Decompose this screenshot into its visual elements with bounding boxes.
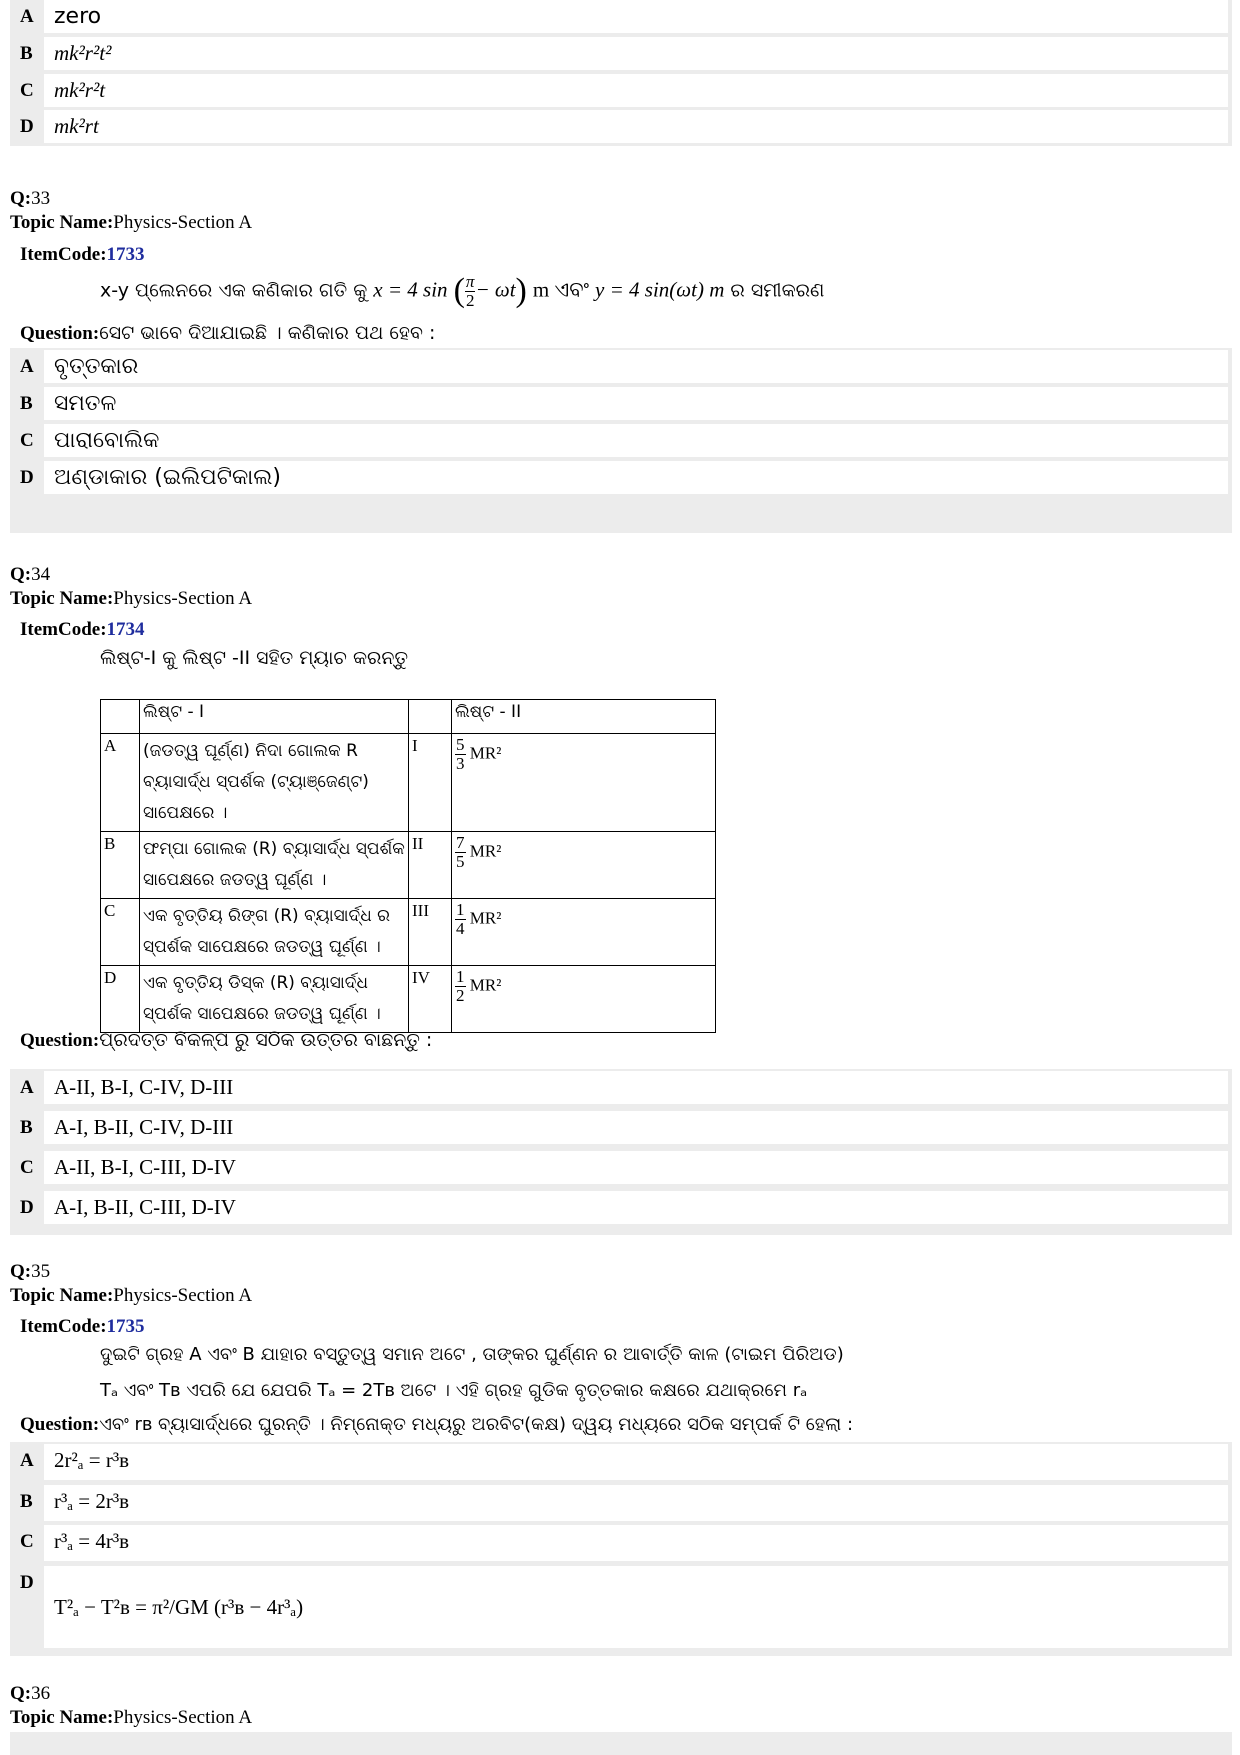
- option-row[interactable]: [10, 1109, 1232, 1146]
- table-cell: ଫମ୍ପା ଗୋଲକ (R) ବ୍ୟାସାର୍ଦ୍ଧ ସ୍ପର୍ଶକ ସାପେକ୍ଷରେ ଜଡତ୍ୱ ଘୂର୍ଣ୍ଣ ।: [140, 832, 409, 899]
- question-stem-line: ଦୁଇଟି ଗ୍ରହ A ଏବଂ B ଯାହାର ବସ୍ତୁତ୍ୱ ସମାନ ଅଟେ , ତାଙ୍କର ଘୁର୍ଣ୍ଣନ ର ଆବାର୍ତ୍ତି କାଳ (ଟାଇମ ପିରିଅଡ): [100, 1344, 844, 1365]
- question-box: [10, 238, 1232, 533]
- option-label: A: [20, 6, 34, 27]
- table-cell: [409, 700, 452, 734]
- option-text: T²ₐ − T²ʙ = π²/GM (r³ʙ − 4r³ₐ): [44, 1566, 1228, 1648]
- option-text: mk²r²t²: [44, 37, 1228, 70]
- table-cell: $\frac{5}{3}$ MR²: [452, 734, 716, 832]
- table-cell: C: [101, 899, 140, 966]
- option-label: A: [20, 1450, 34, 1471]
- question-box: [10, 613, 1232, 1235]
- option-text: A-I, B-II, C-IV, D-III: [44, 1111, 1228, 1144]
- question-text: Question:ପ୍ରଦତ୍ତ ବିକଳ୍ପ ରୁ ସଠିକ ଉତ୍ତର ବାଛନ୍ତୁ :: [20, 1029, 433, 1051]
- table-cell: $\frac{1}{4}$ MR²: [452, 899, 716, 966]
- table-row: [101, 832, 716, 899]
- question-stem-area: [10, 1310, 1232, 1442]
- option-text: ସମତଳ: [44, 387, 1228, 420]
- table-cell: B: [101, 832, 140, 899]
- option-text: r³ₐ = 4r³ʙ: [44, 1525, 1228, 1561]
- option-text: r³ₐ = 2r³ʙ: [44, 1485, 1228, 1521]
- option-label: D: [20, 467, 34, 488]
- option-row[interactable]: [10, 1149, 1232, 1186]
- table-cell: I: [409, 734, 452, 832]
- table-cell: ଏକ ବୃତ୍ତିୟ ରିଙ୍ଗ (R) ବ୍ୟାସାର୍ଦ୍ଧ ର ସ୍ପର୍ଶକ ସାପେକ୍ଷରେ ଜଡତ୍ୱ ଘୂର୍ଣ୍ଣ ।: [140, 899, 409, 966]
- table-cell: (ଜଡତ୍ୱ ଘୂର୍ଣ୍ଣ) ନିଦା ଗୋଲକ R ବ୍ୟାସାର୍ଦ୍ଧ ସ୍ପର୍ଶକ (ଟ୍ୟାଞ୍ଜେଣ୍ଟ) ସାପେକ୍ଷରେ ।: [140, 734, 409, 832]
- option-row[interactable]: [10, 348, 1232, 385]
- option-text: mk²rt: [44, 110, 1228, 143]
- option-label: C: [20, 80, 34, 101]
- table-row: [101, 966, 716, 1033]
- option-row[interactable]: [10, 385, 1232, 422]
- option-text: zero: [44, 0, 1228, 33]
- option-row[interactable]: [10, 1442, 1232, 1482]
- question-box: [10, 1732, 1232, 1755]
- question-stem: ଲିଷ୍ଟ-I କୁ ଲିଷ୍ଟ -II ସହିତ ମ୍ୟାଚ କରନ୍ତୁ: [100, 647, 409, 669]
- table-cell: [101, 700, 140, 734]
- option-row[interactable]: [10, 72, 1232, 109]
- option-label: C: [20, 1157, 34, 1178]
- question-number: Q:34: [10, 564, 51, 585]
- option-text: 2r²ₐ = r³ʙ: [44, 1444, 1228, 1480]
- table-cell: ଲିଷ୍ଟ - I: [140, 700, 409, 734]
- question-number: Q:35: [10, 1261, 51, 1282]
- option-row[interactable]: [10, 422, 1232, 459]
- option-label: A: [20, 1077, 34, 1098]
- topic-name: Topic Name:Physics-Section A: [10, 588, 253, 609]
- option-row[interactable]: [10, 1189, 1232, 1226]
- option-label: A: [20, 356, 34, 377]
- question-number: Q:33: [10, 188, 51, 209]
- question-text: Question:ଏବଂ rʙ ବ୍ୟାସାର୍ଦ୍ଧରେ ଘୁରନ୍ତି । ନିମ୍ନୋକ୍ତ ମଧ୍ୟରୁ ଅରବିଟ(କକ୍ଷ) ଦ୍ୱୟ ମଧ୍ୟରେ ସଠିକ ସମ୍ପର୍କ ଟି ହେଲା :: [20, 1414, 854, 1435]
- option-row[interactable]: [10, 1483, 1232, 1523]
- option-row[interactable]: [10, 1523, 1232, 1563]
- match-table: [100, 699, 716, 1033]
- question-stem-line: Tₐ ଏବଂ Tʙ ଏପରି ଯେ ଯେପରି Tₐ = 2Tʙ ଅଟେ । ଏହି ଗ୍ରହ ଗୁଡିକ ବୃତ୍ତକାର କକ୍ଷରେ ଯଥାକ୍ରମେ rₐ: [100, 1380, 808, 1401]
- option-label: C: [20, 1531, 34, 1552]
- option-row[interactable]: [10, 35, 1232, 72]
- question-box: [10, 1310, 1232, 1656]
- option-text: mk²r²t: [44, 74, 1228, 107]
- table-cell: II: [409, 832, 452, 899]
- option-row[interactable]: [10, 459, 1232, 496]
- option-text: ବୃତ୍ତକାର: [44, 350, 1228, 383]
- option-text: A-II, B-I, C-IV, D-III: [44, 1071, 1228, 1104]
- table-header-row: [101, 700, 716, 734]
- option-row[interactable]: [10, 0, 1232, 35]
- option-row[interactable]: [10, 108, 1232, 145]
- q32-options-box: [10, 0, 1232, 146]
- question-stem: x-y ପ୍ଲେନରେ ଏକ କଣିକାର ଗତି କୁ x = 4 sin ( $\frac{\pi}{2}$ − ωt) m ଏବଂ y = 4 sin(ωt) m ର ସମୀକରଣ: [100, 271, 825, 310]
- table-row: [101, 734, 716, 832]
- topic-name: Topic Name:Physics-Section A: [10, 212, 253, 233]
- option-label: C: [20, 430, 34, 451]
- item-code: ItemCode:1734: [20, 619, 145, 640]
- table-cell: $\frac{7}{5}$ MR²: [452, 832, 716, 899]
- option-label: D: [20, 116, 34, 137]
- option-text: ଅଣ୍ଡାକାର (ଇଲିପଟିକାଲ): [44, 461, 1228, 494]
- option-text: A-I, B-II, C-III, D-IV: [44, 1191, 1228, 1224]
- table-cell: ଏକ ବୃତ୍ତିୟ ଡିସ୍କ (R) ବ୍ୟାସାର୍ଦ୍ଧ ସ୍ପର୍ଶକ ସାପେକ୍ଷରେ ଜଡତ୍ୱ ଘୂର୍ଣ୍ଣ ।: [140, 966, 409, 1033]
- item-code: ItemCode:1733: [20, 244, 145, 265]
- item-code: ItemCode:1735: [20, 1316, 145, 1337]
- table-cell: ଲିଷ୍ଟ - II: [452, 700, 716, 734]
- topic-name: Topic Name:Physics-Section A: [10, 1285, 253, 1306]
- question-text: Question:ସେଟ ଭାବେ ଦିଆଯାଇଛି । କଣିକାର ପଥ ହେବ :: [20, 322, 436, 344]
- question-number: Q:36: [10, 1683, 51, 1704]
- question-stem-area: [10, 613, 1232, 1069]
- option-label: D: [20, 1572, 34, 1593]
- option-label: B: [20, 1491, 33, 1512]
- table-cell: A: [101, 734, 140, 832]
- table-cell: IV: [409, 966, 452, 1033]
- option-text: ପାରାବୋଲିକ: [44, 424, 1228, 457]
- option-label: B: [20, 393, 33, 414]
- option-label: B: [20, 43, 33, 64]
- table-cell: D: [101, 966, 140, 1033]
- option-row[interactable]: [10, 1564, 1232, 1650]
- question-stem-area: [10, 238, 1232, 348]
- table-row: [101, 899, 716, 966]
- table-cell: III: [409, 899, 452, 966]
- table-cell: $\frac{1}{2}$ MR²: [452, 966, 716, 1033]
- option-label: D: [20, 1197, 34, 1218]
- option-row[interactable]: [10, 1069, 1232, 1106]
- topic-name: Topic Name:Physics-Section A: [10, 1707, 253, 1728]
- option-label: B: [20, 1117, 33, 1138]
- option-text: A-II, B-I, C-III, D-IV: [44, 1151, 1228, 1184]
